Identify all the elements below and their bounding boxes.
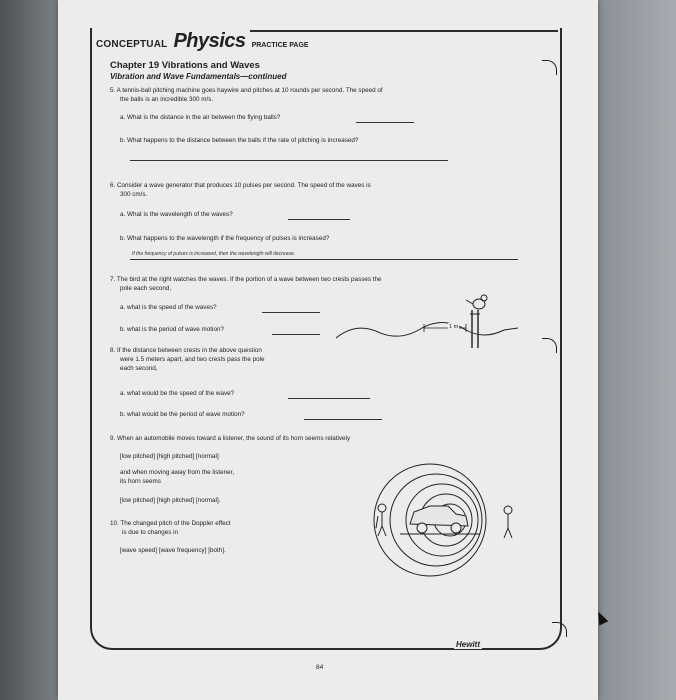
q7-b: b. what is the period of wave motion? <box>120 326 224 333</box>
page-number: 84 <box>316 664 324 671</box>
author-signature: Hewitt <box>456 640 480 649</box>
q8-line1: 8. If the distance between crests in the above question <box>110 347 262 354</box>
q5-line1: 5. A tennis-ball pitching machine goes haywire and pitches at 10 rounds per second. The speed of <box>110 87 383 94</box>
worksheet-header <box>96 30 309 53</box>
q10-options: [wave speed] [wave frequency] [both]. <box>120 547 226 554</box>
q6-handwritten-answer: If the frequency of pulses is increased, then the wavelength will decrease. <box>132 251 296 257</box>
q9-line3: its horn seems <box>120 478 161 485</box>
q7-a-answer-line <box>262 312 320 313</box>
q6-line1: 6. Consider a wave generator that produces 10 pulses per second. The speed of the waves is <box>110 182 371 189</box>
q8-a: a. what would be the speed of the wave? <box>120 390 235 397</box>
q8-a-answer-line <box>288 398 370 399</box>
doppler-car-illustration <box>340 444 530 580</box>
q6-line2: 300 cm/s. <box>120 191 148 198</box>
q10-line1: 10. The changed pitch of the Doppler effect <box>110 520 231 527</box>
section-subtitle: Vibration and Wave Fundamentals—continued <box>110 72 287 81</box>
header-practice-page: PRACTICE PAGE <box>251 42 309 49</box>
wave-bird-illustration <box>334 292 520 356</box>
header-physics: Physics <box>173 30 246 52</box>
chapter-title: Chapter 19 Vibrations and Waves <box>110 60 260 71</box>
wave-scale-label: 1 m <box>449 324 459 330</box>
q8-b: b. what would be the period of wave motion? <box>120 411 245 418</box>
q7-b-answer-line <box>272 334 320 335</box>
q8-line3: each second, <box>120 365 158 372</box>
q6-b: b. What happens to the wavelength if the frequency of pulses is increased? <box>120 235 330 242</box>
q7-line1: 7. The bird at the right watches the waves. If the portion of a wave between two crests passes the <box>110 276 382 283</box>
background-left <box>0 0 60 700</box>
q5-b: b. What happens to the distance between the balls if the rate of pitching is increased? <box>120 137 359 144</box>
q6-a-answer-line <box>288 219 350 220</box>
q7-line2: pole each second, <box>120 285 172 292</box>
q6-a: a. What is the wavelength of the waves? <box>120 211 233 218</box>
q5-line2: the balls is an incredible 300 m/s. <box>120 96 214 103</box>
q9-line2: and when moving away from the listener, <box>120 469 235 476</box>
header-conceptual: CONCEPTUAL <box>96 39 168 50</box>
q9-options-away: [low pitched] [high pitched] [normal]. <box>120 497 221 504</box>
q8-b-answer-line <box>304 419 382 420</box>
q8-line2: were 1.5 meters apart, and two crests pass the pole <box>120 356 265 363</box>
q6-b-answer-line <box>130 259 518 260</box>
q5-a-answer-line <box>356 122 414 123</box>
q5-b-answer-line <box>130 160 448 161</box>
q7-a: a. what is the speed of the waves? <box>120 304 217 311</box>
q9-line1: 9. When an automobile moves toward a listener, the sound of its horn seems relatively <box>110 435 351 442</box>
q10-line2: is due to changes in <box>122 529 179 536</box>
background-right <box>598 0 676 700</box>
q9-options-toward: [low pitched] [high pitched] [normal] <box>120 453 219 460</box>
q5-a: a. What is the distance in the air between the flying balls? <box>120 114 281 121</box>
